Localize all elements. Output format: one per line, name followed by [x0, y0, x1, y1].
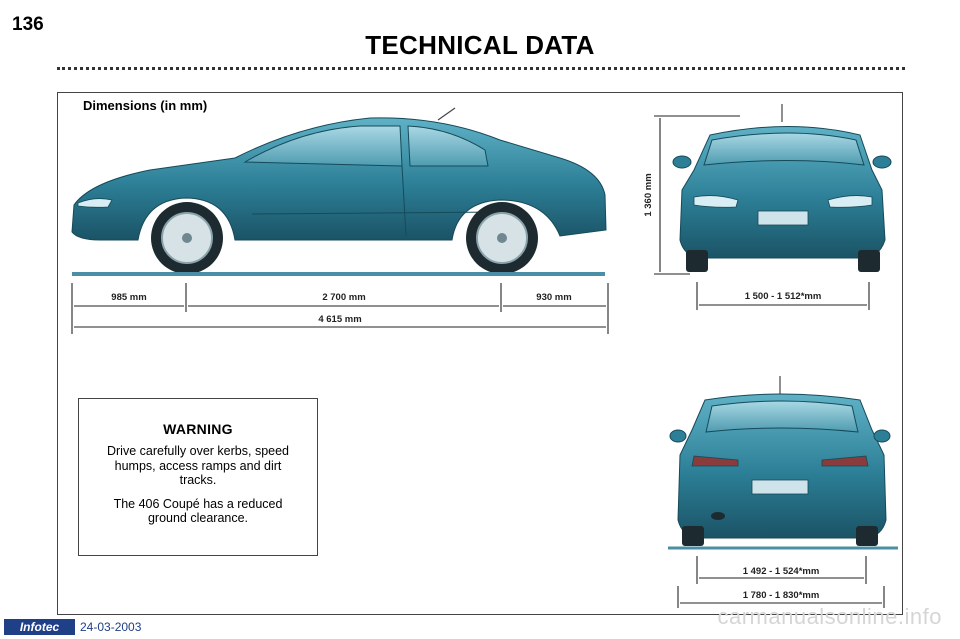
height-label: 1 360 mm [643, 173, 654, 217]
warning-box [78, 398, 318, 556]
rear-overhang-label: 930 mm [536, 292, 572, 303]
front-track-label: 1 500 - 1 512*mm [744, 291, 822, 302]
front-view-car [673, 104, 891, 272]
section-label: Dimensions (in mm) [83, 98, 208, 113]
footer-date: 24-03-2003 [80, 620, 142, 634]
front-overhang-label: 985 mm [111, 292, 147, 303]
overall-length-label: 4 615 mm [318, 314, 362, 325]
watermark: carmanualsonline.info [717, 604, 942, 629]
wheelbase-label: 2 700 mm [322, 292, 366, 303]
side-view-car [72, 108, 606, 274]
rear-track-label: 1 492 - 1 524*mm [742, 566, 820, 577]
warning-paragraph-2: The 406 Coupé has a reduced ground clearance. [113, 496, 283, 525]
overall-width-label: 1 780 - 1 830*mm [742, 590, 820, 601]
infotec-logo: Infotec [4, 619, 75, 635]
page-title: TECHNICAL DATA [365, 30, 595, 60]
warning-title: WARNING [163, 421, 233, 437]
length-dimension-lines [72, 283, 608, 334]
page-number: 136 [12, 14, 44, 35]
rear-view-car [668, 376, 898, 548]
warning-paragraph-1: Drive carefully over kerbs, speed humps, access ramps and dirt tracks. [106, 444, 290, 487]
